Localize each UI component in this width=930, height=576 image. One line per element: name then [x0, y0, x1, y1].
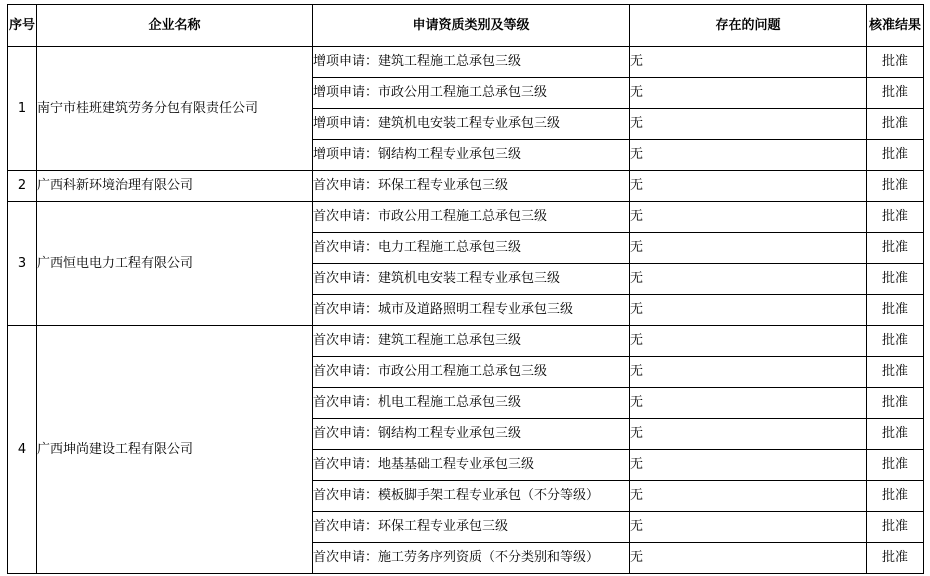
problem-cell: 无 — [630, 233, 867, 264]
result-cell: 批准 — [867, 140, 924, 171]
application-cell: 首次申请：钢结构工程专业承包三级 — [313, 419, 630, 450]
application-cell: 增项申请：建筑工程施工总承包三级 — [313, 47, 630, 78]
result-cell: 批准 — [867, 233, 924, 264]
application-cell: 首次申请：城市及道路照明工程专业承包三级 — [313, 295, 630, 326]
application-cell: 首次申请：施工劳务序列资质（不分类别和等级） — [313, 543, 630, 574]
application-cell: 首次申请：市政公用工程施工总承包三级 — [313, 202, 630, 233]
problem-cell: 无 — [630, 295, 867, 326]
result-cell: 批准 — [867, 543, 924, 574]
table-row — [8, 202, 924, 233]
table-body — [8, 47, 924, 574]
result-cell: 批准 — [867, 388, 924, 419]
header-no: 序号 — [8, 5, 37, 47]
result-cell: 批准 — [867, 481, 924, 512]
company-name: 广西科新环境治理有限公司 — [37, 171, 313, 202]
problem-cell: 无 — [630, 264, 867, 295]
problem-cell: 无 — [630, 326, 867, 357]
problem-cell: 无 — [630, 140, 867, 171]
header-application: 申请资质类别及等级 — [313, 5, 630, 47]
problem-cell: 无 — [630, 47, 867, 78]
application-cell: 首次申请：地基基础工程专业承包三级 — [313, 450, 630, 481]
result-cell: 批准 — [867, 295, 924, 326]
company-name: 广西恒电电力工程有限公司 — [37, 202, 313, 326]
application-cell: 首次申请：环保工程专业承包三级 — [313, 171, 630, 202]
application-cell: 首次申请：电力工程施工总承包三级 — [313, 233, 630, 264]
problem-cell: 无 — [630, 78, 867, 109]
result-cell: 批准 — [867, 326, 924, 357]
result-cell: 批准 — [867, 202, 924, 233]
company-number: 4 — [8, 326, 37, 574]
header-company: 企业名称 — [37, 5, 313, 47]
application-cell: 增项申请：建筑机电安装工程专业承包三级 — [313, 109, 630, 140]
application-cell: 增项申请：钢结构工程专业承包三级 — [313, 140, 630, 171]
result-cell: 批准 — [867, 450, 924, 481]
company-number: 3 — [8, 202, 37, 326]
company-name: 南宁市桂班建筑劳务分包有限责任公司 — [37, 47, 313, 171]
problem-cell: 无 — [630, 419, 867, 450]
result-cell: 批准 — [867, 109, 924, 140]
problem-cell: 无 — [630, 481, 867, 512]
approval-table — [7, 4, 924, 574]
company-number: 1 — [8, 47, 37, 171]
table-row — [8, 326, 924, 357]
result-cell: 批准 — [867, 264, 924, 295]
header-result: 核准结果 — [867, 5, 924, 47]
application-cell: 增项申请：市政公用工程施工总承包三级 — [313, 78, 630, 109]
problem-cell: 无 — [630, 388, 867, 419]
table-row — [8, 171, 924, 202]
problem-cell: 无 — [630, 202, 867, 233]
problem-cell: 无 — [630, 171, 867, 202]
result-cell: 批准 — [867, 512, 924, 543]
application-cell: 首次申请：模板脚手架工程专业承包（不分等级） — [313, 481, 630, 512]
problem-cell: 无 — [630, 357, 867, 388]
problem-cell: 无 — [630, 450, 867, 481]
company-name: 广西坤尚建设工程有限公司 — [37, 326, 313, 574]
result-cell: 批准 — [867, 78, 924, 109]
application-cell: 首次申请：机电工程施工总承包三级 — [313, 388, 630, 419]
problem-cell: 无 — [630, 109, 867, 140]
table-row — [8, 47, 924, 78]
result-cell: 批准 — [867, 419, 924, 450]
header-problem: 存在的问题 — [630, 5, 867, 47]
result-cell: 批准 — [867, 171, 924, 202]
result-cell: 批准 — [867, 357, 924, 388]
application-cell: 首次申请：建筑机电安装工程专业承包三级 — [313, 264, 630, 295]
company-number: 2 — [8, 171, 37, 202]
application-cell: 首次申请：市政公用工程施工总承包三级 — [313, 357, 630, 388]
application-cell: 首次申请：建筑工程施工总承包三级 — [313, 326, 630, 357]
header-row — [8, 5, 924, 47]
result-cell: 批准 — [867, 47, 924, 78]
problem-cell: 无 — [630, 543, 867, 574]
problem-cell: 无 — [630, 512, 867, 543]
application-cell: 首次申请：环保工程专业承包三级 — [313, 512, 630, 543]
